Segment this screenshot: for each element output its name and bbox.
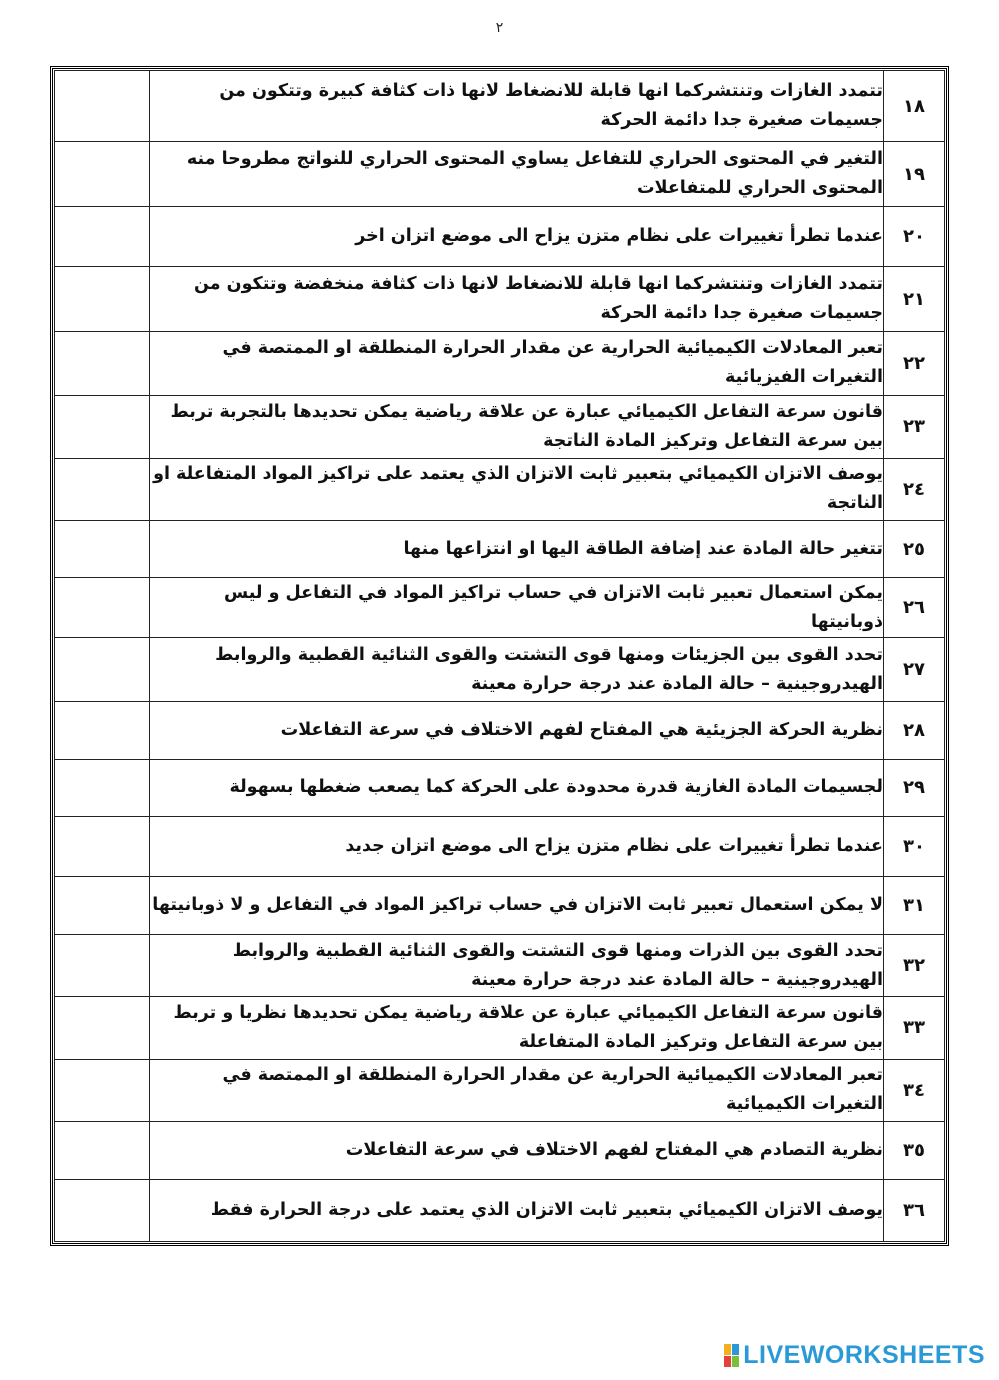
table-row (55, 331, 945, 395)
statements-table (54, 70, 945, 1242)
statement-text: تعبر المعادلات الكيميائية الحرارية عن مقدار الحرارة المنطلقة او الممتصة في التغيرات الكيميائية (150, 1059, 884, 1121)
statement-text: لا يمكن استعمال تعبير ثابت الاتزان في حساب تراكيز المواد في التفاعل و لا ذوبانيتها (150, 877, 884, 934)
answer-cell[interactable] (55, 817, 150, 877)
statement-text: تتمدد الغازات وتنتشركما انها قابلة للانضغاط لانها ذات كثافة منخفضة وتتكون من جسيمات صغيرة جدا دائمة الحركة (150, 267, 884, 331)
liveworksheets-logo (724, 1341, 985, 1370)
answer-cell[interactable] (55, 637, 150, 701)
table-row (55, 267, 945, 331)
statement-text: يمكن استعمال تعبير ثابت الاتزان في حساب تراكيز المواد في التفاعل و ليس ذوبانيتها (150, 578, 884, 637)
answer-cell[interactable] (55, 702, 150, 759)
item-number: ٢٢ (884, 331, 945, 395)
logo-square-4 (732, 1356, 739, 1367)
item-number: ٣١ (884, 877, 945, 934)
table-row (55, 934, 945, 996)
statement-text: يوصف الاتزان الكيميائي بتعبير ثابت الاتزان الذي يعتمد على درجة الحرارة فقط (150, 1179, 884, 1242)
item-number: ٢٣ (884, 396, 945, 458)
table-row (55, 1122, 945, 1179)
item-number: ٢٩ (884, 759, 945, 816)
table-row (55, 521, 945, 578)
answer-cell[interactable] (55, 578, 150, 637)
item-number: ٣٤ (884, 1059, 945, 1121)
table-row (55, 578, 945, 637)
item-number: ٣٣ (884, 997, 945, 1059)
table-row (55, 1179, 945, 1242)
item-number: ٣٦ (884, 1179, 945, 1242)
answer-cell[interactable] (55, 458, 150, 520)
answer-cell[interactable] (55, 997, 150, 1059)
answer-cell[interactable] (55, 331, 150, 395)
answer-cell[interactable] (55, 759, 150, 816)
table-row (55, 458, 945, 520)
statement-text: لجسيمات المادة الغازية قدرة محدودة على الحركة كما يصعب ضغطها بسهولة (150, 759, 884, 816)
answer-cell[interactable] (55, 1059, 150, 1121)
statement-text: عندما تطرأ تغييرات على نظام متزن يزاح الى موضع اتزان اخر (150, 206, 884, 266)
table-row (55, 206, 945, 266)
statement-text: تحدد القوى بين الذرات ومنها قوى التشتت والقوى الثنائية القطبية والروابط الهيدروجينية – حالة المادة عند درجة حرارة معينة (150, 934, 884, 996)
answer-cell[interactable] (55, 934, 150, 996)
statement-text: تتغير حالة المادة عند إضافة الطاقة اليها او انتزاعها منها (150, 521, 884, 578)
answer-cell[interactable] (55, 521, 150, 578)
statement-text: عندما تطرأ تغييرات على نظام متزن يزاح الى موضع اتزان جديد (150, 817, 884, 877)
table-row (55, 1059, 945, 1121)
item-number: ٢٤ (884, 458, 945, 520)
table-row (55, 71, 945, 142)
item-number: ٢٥ (884, 521, 945, 578)
liveworksheets-logo-text: LIVEWORKSHEETS (743, 1341, 985, 1369)
item-number: ٢٧ (884, 637, 945, 701)
logo-square-3 (724, 1356, 731, 1367)
item-number: ٢٦ (884, 578, 945, 637)
answer-cell[interactable] (55, 877, 150, 934)
item-number: ٢٨ (884, 702, 945, 759)
statement-text: تعبر المعادلات الكيميائية الحرارية عن مقدار الحرارة المنطلقة او الممتصة في التغيرات الفيزيائية (150, 331, 884, 395)
statement-text: التغير في المحتوى الحراري للتفاعل يساوي المحتوى الحراري للنواتج مطروحا منه المحتوى الحراري للمتفاعلات (150, 142, 884, 206)
statement-text: قانون سرعة التفاعل الكيميائي عبارة عن علاقة رياضية يمكن تحديدها بالتجربة تربط بين سرعة التفاعل وتركيز المادة الناتجة (150, 396, 884, 458)
table-row (55, 817, 945, 877)
answer-cell[interactable] (55, 267, 150, 331)
statement-text: نظرية الحركة الجزيئية هي المفتاح لفهم الاختلاف في سرعة التفاعلات (150, 702, 884, 759)
answer-cell[interactable] (55, 142, 150, 206)
item-number: ١٨ (884, 71, 945, 142)
table-row (55, 142, 945, 206)
statement-text: تحدد القوى بين الجزيئات ومنها قوى التشتت والقوى الثنائية القطبية والروابط الهيدروجينية – حالة المادة عند درجة حرارة معينة (150, 637, 884, 701)
table-row (55, 759, 945, 816)
table-row (55, 877, 945, 934)
item-number: ٣٢ (884, 934, 945, 996)
item-number: ٢٠ (884, 206, 945, 266)
logo-square-2 (732, 1344, 739, 1355)
page-number: ٢ (495, 20, 504, 36)
answer-cell[interactable] (55, 396, 150, 458)
table-row (55, 637, 945, 701)
logo-square-1 (724, 1344, 731, 1355)
item-number: ١٩ (884, 142, 945, 206)
answer-cell[interactable] (55, 71, 150, 142)
statement-text: تتمدد الغازات وتنتشركما انها قابلة للانضغاط لانها ذات كثافة كبيرة وتتكون من جسيمات صغيرة جدا دائمة الحركة (150, 71, 884, 142)
item-number: ٢١ (884, 267, 945, 331)
answer-cell[interactable] (55, 206, 150, 266)
statement-text: نظرية التصادم هي المفتاح لفهم الاختلاف في سرعة التفاعلات (150, 1122, 884, 1179)
item-number: ٣٥ (884, 1122, 945, 1179)
worksheet-frame (50, 66, 949, 1246)
statements-table-body (55, 71, 945, 1242)
liveworksheets-logo-icon (724, 1344, 739, 1367)
table-row (55, 396, 945, 458)
table-row (55, 997, 945, 1059)
item-number: ٣٠ (884, 817, 945, 877)
answer-cell[interactable] (55, 1179, 150, 1242)
statement-text: يوصف الاتزان الكيميائي بتعبير ثابت الاتزان الذي يعتمد على تراكيز المواد المتفاعلة او الناتجة (150, 458, 884, 520)
statement-text: قانون سرعة التفاعل الكيميائي عبارة عن علاقة رياضية يمكن تحديدها نظريا و تربط بين سرعة التفاعل وتركيز المادة المتفاعلة (150, 997, 884, 1059)
answer-cell[interactable] (55, 1122, 150, 1179)
table-row (55, 702, 945, 759)
